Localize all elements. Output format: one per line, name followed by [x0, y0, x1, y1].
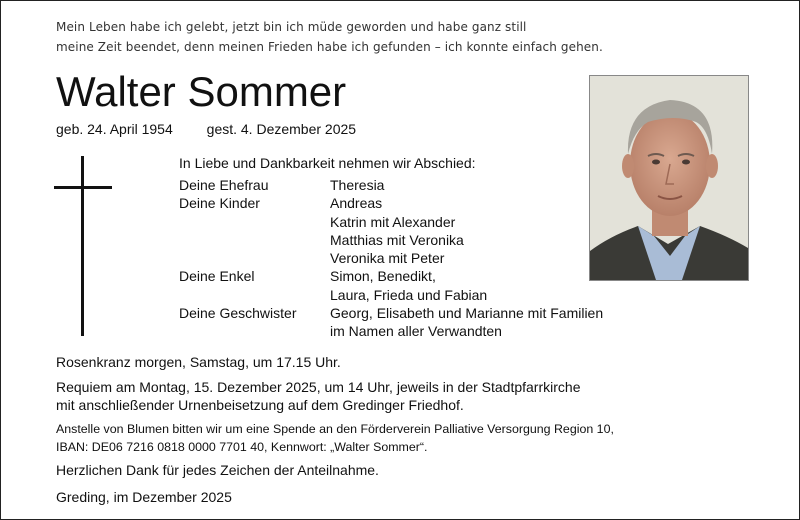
requiem-line-1: Requiem am Montag, 15. Dezember 2025, um 14 Uhr, jeweils in der Stadtpfarrkirche: [56, 379, 581, 395]
relation-label: Deine Kinder: [179, 195, 260, 212]
place-and-date: Greding, im Dezember 2025: [56, 489, 232, 505]
family-row-siblings: [179, 304, 603, 341]
family-name: Matthias mit Veronika: [330, 231, 464, 248]
family-name: im Namen aller Verwandten: [330, 323, 502, 340]
portrait-photo: [589, 75, 749, 281]
family-list: [179, 176, 603, 341]
family-name: Andreas: [330, 195, 383, 212]
relation-names: [330, 304, 603, 341]
relation-label: Deine Geschwister: [179, 305, 297, 322]
donation-notice: [56, 420, 614, 456]
family-name: Veronika mit Peter: [330, 250, 445, 267]
family-name: Laura, Frieda und Fabian: [330, 286, 488, 303]
family-row-spouse: [179, 176, 603, 194]
family-name: Katrin mit Alexander: [330, 213, 456, 230]
thanks-note: Herzlichen Dank für jedes Zeichen der Anteilnahme.: [56, 462, 379, 478]
deceased-name: Walter Sommer: [56, 68, 347, 115]
donation-line-1: Anstelle von Blumen bitten wir um eine Spende an den Förderverein Palliative Versorgung Region 10,: [56, 422, 614, 436]
birth-date: geb. 24. April 1954: [56, 121, 173, 137]
portrait-image: [590, 76, 748, 280]
relation-label: Deine Ehefrau: [179, 177, 269, 193]
family-row-grandchildren: [179, 267, 603, 304]
death-date: gest. 4. Dezember 2025: [206, 121, 357, 137]
requiem-line-2: mit anschließender Urnenbeisetzung auf dem Gredinger Friedhof.: [56, 397, 464, 413]
requiem-notice: [56, 378, 580, 414]
rosary-notice: Rosenkranz morgen, Samstag, um 17.15 Uhr.: [56, 354, 341, 370]
donation-line-2: IBAN: DE06 7216 0818 0000 7701 40, Kennwort: „Walter Sommer“.: [56, 440, 428, 454]
poem: [56, 17, 656, 57]
cross-icon: [54, 156, 112, 338]
poem-line-2: meine Zeit beendet, denn meinen Frieden habe ich gefunden – ich konnte einfach gehen.: [56, 40, 603, 54]
farewell-intro: In Liebe und Dankbarkeit nehmen wir Abschied:: [179, 155, 476, 171]
relation-names: [330, 267, 487, 304]
life-dates: [56, 119, 386, 139]
family-row-children: [179, 194, 603, 267]
family-name: Simon, Benedikt,: [330, 268, 436, 285]
family-name: Theresia: [330, 177, 385, 193]
poem-line-1: Mein Leben habe ich gelebt, jetzt bin ich müde geworden und habe ganz still: [56, 20, 527, 34]
family-name: Georg, Elisabeth und Marianne mit Familien: [330, 305, 604, 322]
relation-names: [330, 194, 464, 267]
relation-names: [330, 176, 384, 194]
relation-label: Deine Enkel: [179, 268, 255, 285]
